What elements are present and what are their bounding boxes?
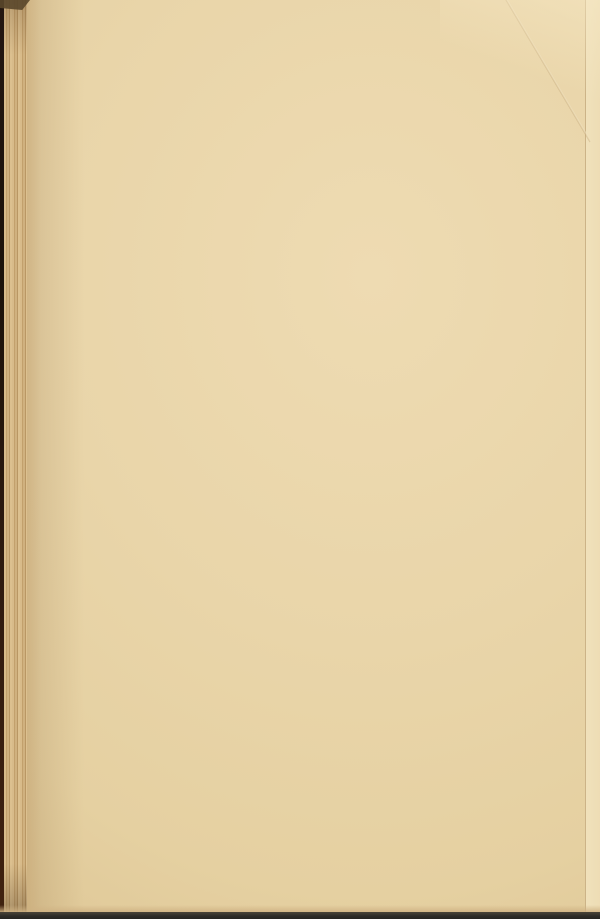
stacked-page-edges — [4, 0, 27, 919]
top-right-highlight — [440, 0, 600, 110]
bottom-scan-edge — [0, 912, 600, 919]
page-edge-fade — [27, 0, 41, 919]
top-tear-notch — [165, 0, 233, 12]
